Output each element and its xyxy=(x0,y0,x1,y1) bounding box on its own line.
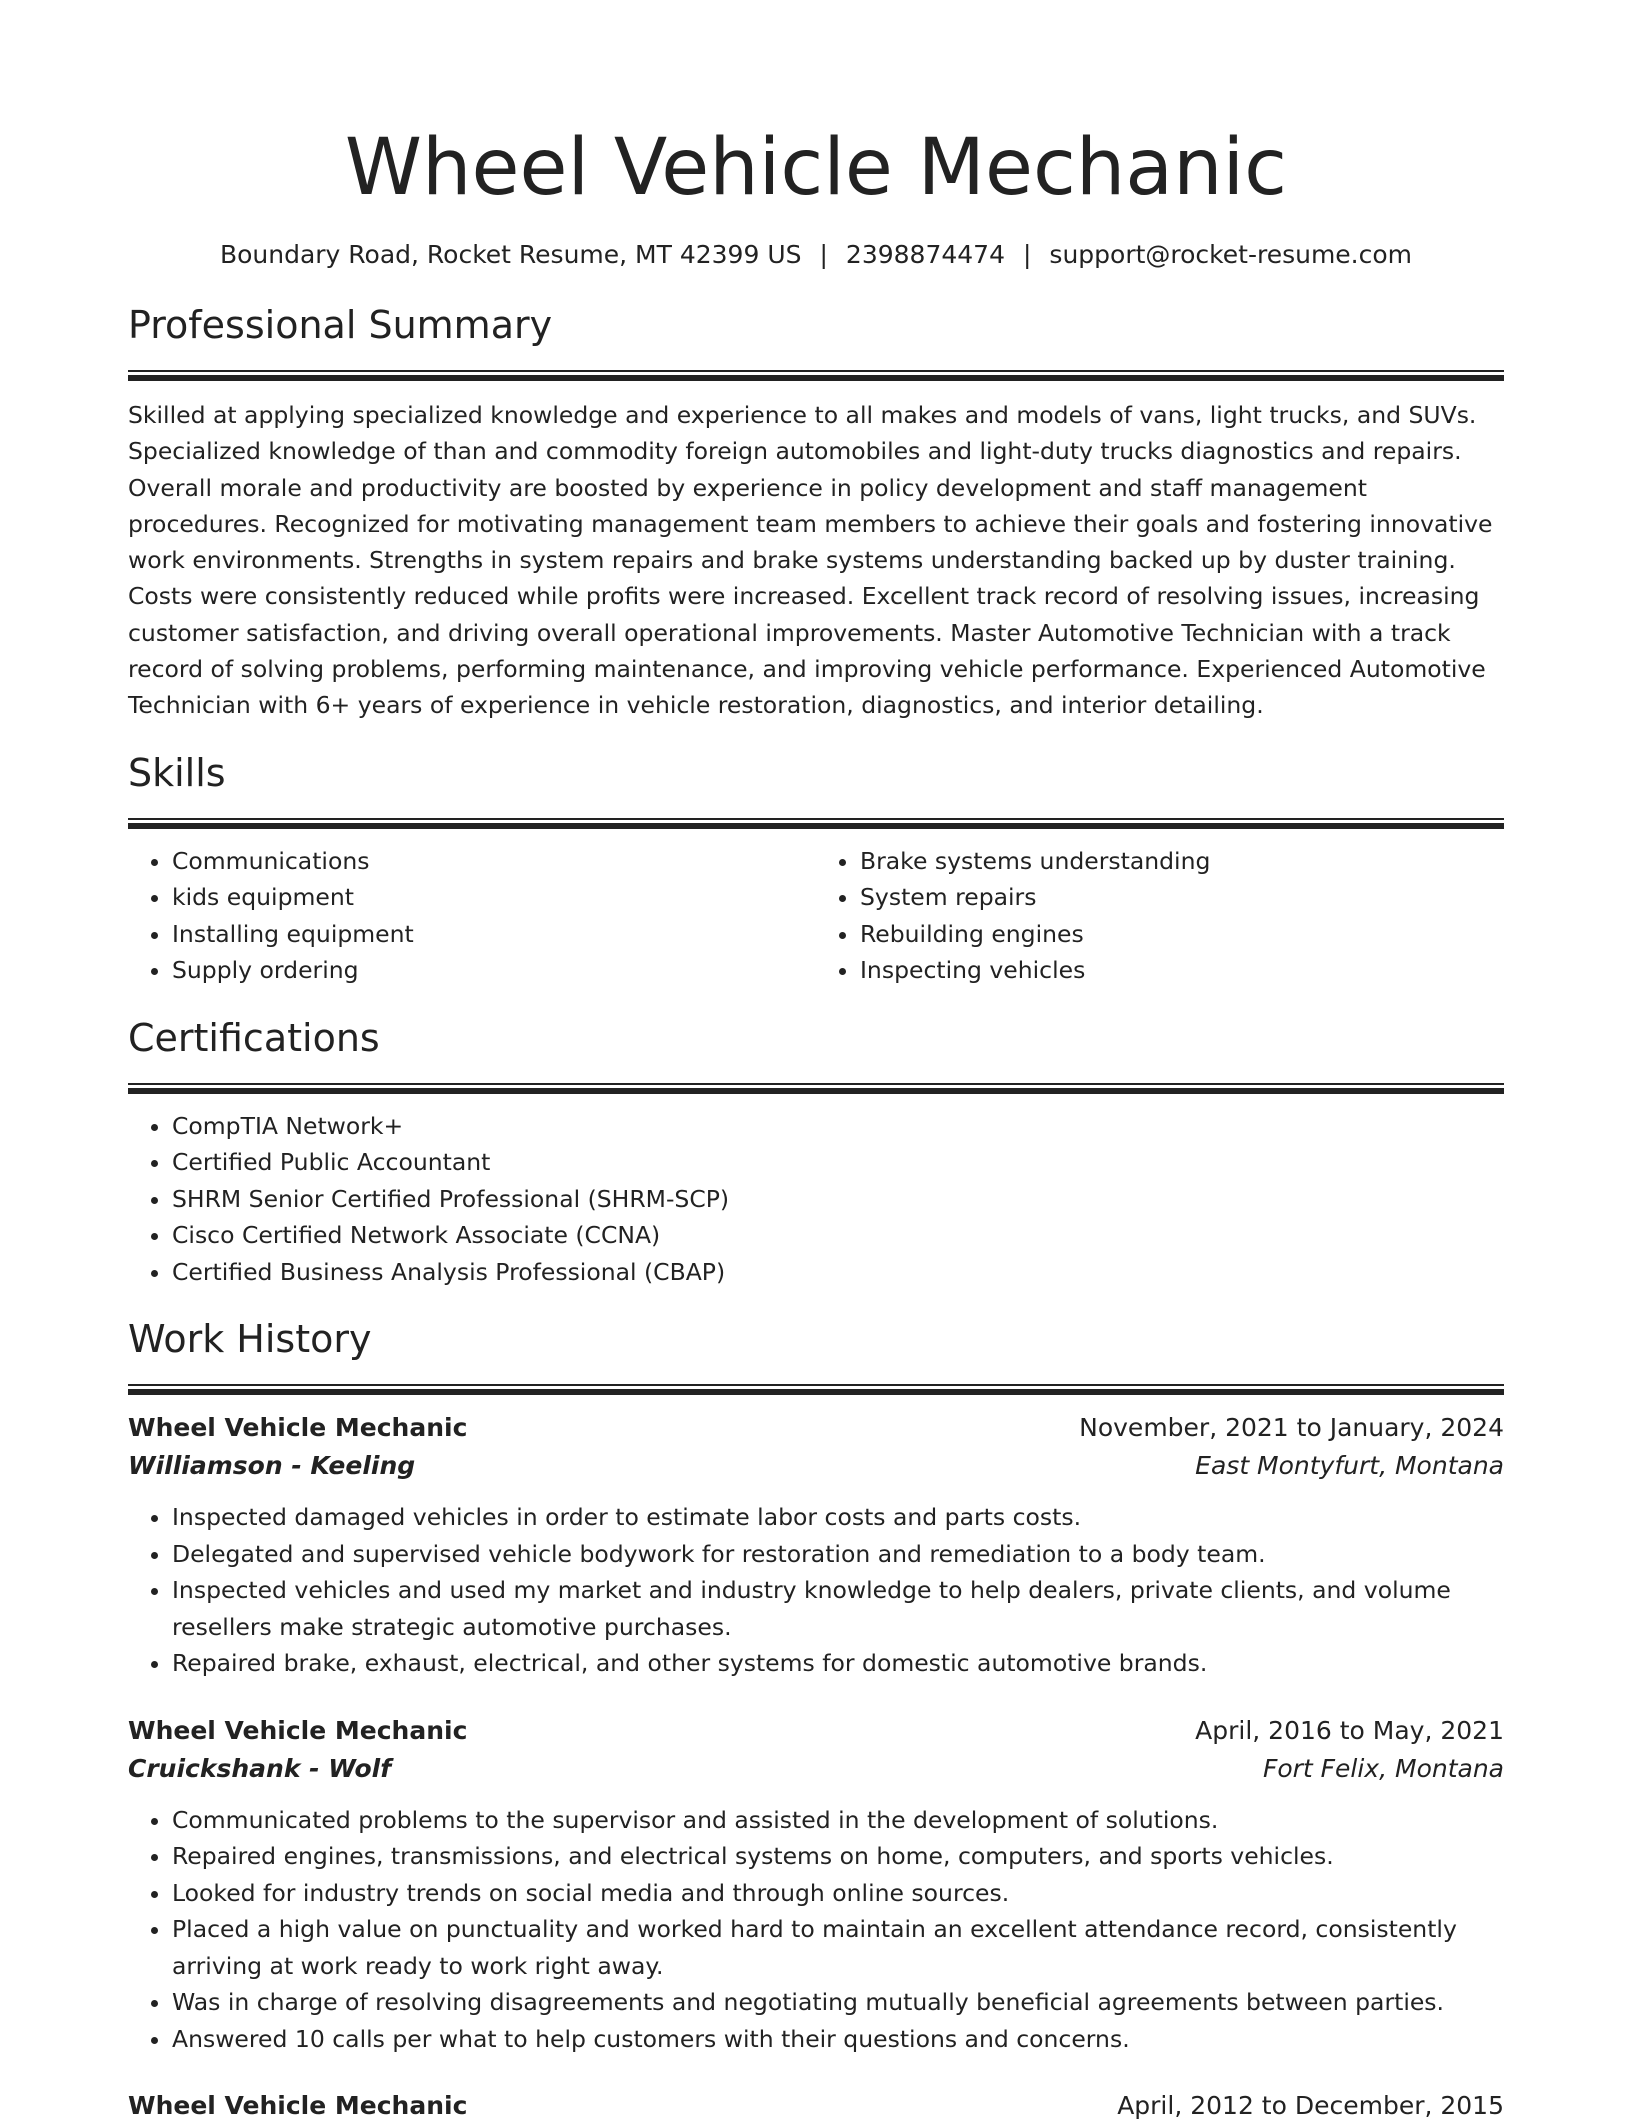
job-bullets xyxy=(128,1499,1504,1682)
job-header xyxy=(128,1712,1504,1750)
contact-phone: 2398874474 xyxy=(845,240,1005,269)
resume-page xyxy=(128,0,1504,2125)
section-divider xyxy=(128,1083,1504,1094)
skill-item: • kids equipment xyxy=(172,879,816,916)
job-subheader xyxy=(128,1447,1504,1485)
candidate-name: Wheel Vehicle Mechanic xyxy=(344,123,1288,213)
job-bullet: • Delegated and supervised vehicle bodywork for restoration and remediation to a body team. xyxy=(172,1536,1504,1573)
job-bullets xyxy=(128,1802,1504,2058)
job-title: Wheel Vehicle Mechanic xyxy=(128,2091,468,2121)
certification-item: • SHRM Senior Certified Professional (SHRM-SCP) xyxy=(172,1181,1504,1218)
skill-item: • Brake systems understanding xyxy=(860,843,1504,880)
contact-line xyxy=(128,238,1504,272)
section-title-summary: Professional Summary xyxy=(128,303,553,347)
skills-list-left xyxy=(128,843,816,989)
certification-item: • Certified Public Accountant xyxy=(172,1144,1504,1181)
job-dates: April, 2016 to May, 2021 xyxy=(1195,1715,1504,1745)
skill-item: • Communications xyxy=(172,843,816,880)
skill-item: • Rebuilding engines xyxy=(860,916,1504,953)
job-dates: November, 2021 to January, 2024 xyxy=(1079,1413,1504,1443)
summary-section xyxy=(128,300,1504,724)
contact-address: Boundary Road, Rocket Resume, MT 42399 US xyxy=(219,240,802,269)
contact-separator: | xyxy=(1022,240,1032,269)
job-title: Wheel Vehicle Mechanic xyxy=(128,1715,468,1745)
section-divider xyxy=(128,370,1504,381)
job-company: Williamson - Keeling xyxy=(128,1451,416,1481)
work-history-section xyxy=(128,1314,1504,2125)
skill-item: • System repairs xyxy=(860,879,1504,916)
job-bullet: • Communicated problems to the supervisor and assisted in the development of solutions. xyxy=(172,1802,1504,1839)
skills-section xyxy=(128,748,1504,989)
skill-item: • Inspecting vehicles xyxy=(860,952,1504,989)
job-entry xyxy=(128,2087,1504,2125)
summary-text: Skilled at applying specialized knowledge and experience to all makes and models of vans, light trucks, and SUVs. Specialized knowledge of than and commodity foreign automobiles and light-duty trucks diagnostics and repairs. Overall morale and productivity are boosted by experience in policy development and staff management procedures. Recognized for motivating management team members to achieve their goals and fostering innovative work environments. Strengths in system repairs and brake systems understanding backed up by duster training. Costs were consistently reduced while profits were increased. Excellent track record of resolving issues, increasing customer satisfaction, and driving overall operational improvements. Master Automotive Technician with a track record of solving problems, performing maintenance, and improving vehicle performance. Experienced Automotive Technician with 6+ years of experience in vehicle restoration, diagnostics, and interior detailing. xyxy=(128,401,1493,720)
job-dates: April, 2012 to December, 2015 xyxy=(1117,2091,1504,2121)
contact-email: support@rocket-resume.com xyxy=(1049,240,1413,269)
section-divider xyxy=(128,1384,1504,1395)
certification-item: • Cisco Certified Network Associate (CCNA) xyxy=(172,1217,1504,1254)
job-bullet: • Repaired engines, transmissions, and electrical systems on home, computers, and sports vehicles. xyxy=(172,1838,1504,1875)
job-location: Fort Felix, Montana xyxy=(1262,1753,1504,1783)
section-title-certifications: Certifications xyxy=(128,1015,380,1060)
job-bullet: • Answered 10 calls per what to help customers with their questions and concerns. xyxy=(172,2021,1504,2058)
certification-item: • Certified Business Analysis Professional (CBAP) xyxy=(172,1254,1504,1291)
skill-item: • Installing equipment xyxy=(172,916,816,953)
job-bullet: • Looked for industry trends on social media and through online sources. xyxy=(172,1875,1504,1912)
job-bullet: • Inspected vehicles and used my market and industry knowledge to help dealers, private clients, and volume resellers make strategic automotive purchases. xyxy=(172,1572,1504,1645)
section-title-work-history: Work History xyxy=(128,1317,372,1362)
certification-item: • CompTIA Network+ xyxy=(172,1108,1504,1145)
section-title-skills: Skills xyxy=(128,750,226,795)
job-bullet: • Placed a high value on punctuality and worked hard to maintain an excellent attendance record, consistently arriving at work ready to work right away. xyxy=(172,1911,1504,1984)
job-entry xyxy=(128,1712,1504,2058)
job-bullet: • Inspected damaged vehicles in order to estimate labor costs and parts costs. xyxy=(172,1499,1504,1536)
job-bullet: • Was in charge of resolving disagreements and negotiating mutually beneficial agreements between parties. xyxy=(172,1984,1504,2021)
job-company: Cruickshank - Wolf xyxy=(128,1753,392,1783)
skill-item: • Supply ordering xyxy=(172,952,816,989)
certifications-section xyxy=(128,1013,1504,1291)
job-header xyxy=(128,2087,1504,2125)
job-location: East Montyfurt, Montana xyxy=(1195,1451,1504,1481)
contact-separator: | xyxy=(819,240,828,269)
job-bullet: • Repaired brake, exhaust, electrical, and other systems for domestic automotive brands. xyxy=(172,1645,1504,1682)
section-divider xyxy=(128,818,1504,829)
job-entry xyxy=(128,1409,1504,1682)
skills-grid xyxy=(128,843,1504,989)
job-header xyxy=(128,1409,1504,1447)
certifications-list xyxy=(128,1108,1504,1291)
job-subheader xyxy=(128,1750,1504,1788)
skills-list-right xyxy=(816,843,1504,989)
job-title: Wheel Vehicle Mechanic xyxy=(128,1413,468,1443)
